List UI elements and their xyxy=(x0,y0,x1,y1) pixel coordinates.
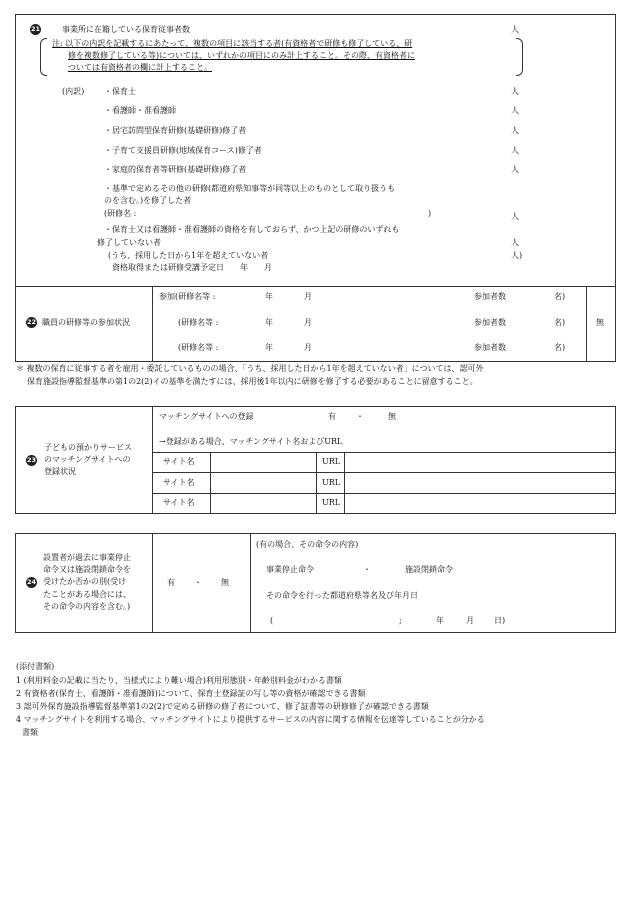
training-none-option[interactable]: 無 xyxy=(596,318,604,327)
attachments-title: (添付書類) xyxy=(16,662,55,671)
other-training-line-2: のを含む。)を修了した者 xyxy=(104,196,192,205)
unqualified-line-2: 修了していない者 xyxy=(97,238,161,247)
attachment-item-continued: 書類 xyxy=(22,728,38,737)
section-23-number: 23 xyxy=(26,456,37,464)
order-date-semicolon[interactable]: ; xyxy=(399,616,402,625)
order-date-open: ( xyxy=(270,616,274,625)
site-url-label: URL xyxy=(322,498,341,507)
footnote-line-1: ＊ 複数の保育に従事する者を雇用・委託しているものの場合、「うち、採用した日から1年を超えていない者」については、認可外 xyxy=(16,364,484,373)
other-training-line-1: ・基準で定めるその他の研修(都道府県知事等が同等以上のものとして取り扱うも xyxy=(104,184,396,193)
unqualified-unit[interactable]: 人 xyxy=(511,238,519,247)
section-23-label-line-1: 子どもの預かりサービス xyxy=(44,443,132,452)
section-22-label-divider xyxy=(152,286,153,362)
breakdown-item-unit[interactable]: 人 xyxy=(511,146,519,155)
order-date-day[interactable]: 日) xyxy=(494,616,506,625)
order-detail-heading: (有の場合、その命令の内容) xyxy=(256,540,359,549)
training-row-unit: 名) xyxy=(554,292,566,301)
training-row-year[interactable]: 年 xyxy=(265,343,273,352)
training-row-name[interactable]: (研修名等 : xyxy=(178,343,219,352)
section-23-row-line xyxy=(152,493,616,494)
attachment-item: 1 (利用料金の記載に当たり、当様式により難い場合)利用形態別・年齢別料金がわかる書類 xyxy=(16,676,342,685)
note-line-1: 注: 以下の内訳を記載するにあたって、複数の項目に該当する者(有資格者で研修も修了している、研 xyxy=(52,39,413,48)
training-row-count[interactable]: 参加者数 xyxy=(474,292,506,301)
attachment-item: 3 認可外保育施設指導監督基準第1の2(2)で定める研修の修了者について、修了証書等の研修修了が確認できる書類 xyxy=(16,702,429,711)
training-row-unit: 名) xyxy=(554,318,566,327)
attachment-item: 4 マッチングサイトを利用する場合、マッチングサイトにより提供するサービスの内容に関する情報を伝達等していることが分かる xyxy=(16,715,485,724)
section-23-row-line xyxy=(152,472,616,473)
order-closure-option[interactable]: 施設閉鎖命令 xyxy=(405,565,453,574)
section-23-label-line-3: 登録状況 xyxy=(44,467,76,476)
section-23-label-line-2: のマッチングサイトへの xyxy=(44,455,131,464)
matching-reg-no[interactable]: 無 xyxy=(388,412,396,421)
section-24-label-line-1: 設置者が過去に事業停止 xyxy=(43,553,131,562)
section-24-number: 24 xyxy=(26,578,37,586)
training-row-year[interactable]: 年 xyxy=(265,292,273,301)
unqualified-sub-line-2[interactable]: 資格取得または研修受講予定日 年 月 xyxy=(112,263,272,272)
matching-arrow-text: →登録がある場合、マッチングサイト名およびURL xyxy=(159,437,343,446)
training-row-month[interactable]: 月 xyxy=(304,318,312,327)
training-row-year[interactable]: 年 xyxy=(265,318,273,327)
note-bracket-right xyxy=(516,38,523,76)
section-23-site-divider xyxy=(210,452,211,514)
section-22-number: 22 xyxy=(26,318,37,326)
unqualified-line-1: ・保育士又は看護師・准看護師の資格を有しておらず、かつ上記の研修のいずれも xyxy=(104,225,400,234)
breakdown-item-unit[interactable]: 人 xyxy=(511,126,519,135)
order-yes-option[interactable]: 有 xyxy=(167,578,175,587)
section-24-label-divider xyxy=(152,533,153,633)
matching-reg-dot: ・ xyxy=(356,412,364,421)
training-row-unit: 名) xyxy=(554,343,566,352)
training-row-month[interactable]: 月 xyxy=(304,343,312,352)
matching-reg-yes[interactable]: 有 xyxy=(328,412,336,421)
breakdown-item: ・家庭的保育者等研修(基礎研修)修了者 xyxy=(104,165,247,174)
breakdown-item-unit[interactable]: 人 xyxy=(511,106,519,115)
footnote-line-2: 保育施設指導監督基準の第1の2(2)イの基準を満たすには、採用後1年以内に研修を修了する必要があることに留意すること。 xyxy=(27,377,478,386)
breakdown-item: ・看護師・准看護師 xyxy=(104,106,176,115)
section-23-row-line xyxy=(152,452,616,453)
order-dot: ・ xyxy=(194,578,202,587)
section-24-label-line-2: 命令又は施設閉鎖命令を xyxy=(43,565,131,574)
other-training-name-field[interactable]: (研修名 : xyxy=(104,209,137,218)
section-24-label-line-4: たことがある場合には、 xyxy=(43,590,131,599)
training-row-name[interactable]: (研修名等 : xyxy=(178,318,219,327)
other-training-unit[interactable]: 人 xyxy=(511,212,519,221)
site-url-label: URL xyxy=(322,478,341,487)
site-name-label: サイト名 xyxy=(163,478,195,487)
site-name-label: サイト名 xyxy=(163,498,195,507)
order-option-dot: ・ xyxy=(363,565,371,574)
section-24-choice-divider xyxy=(250,533,251,633)
section-21-number: 21 xyxy=(30,25,41,33)
section-24-label-line-3: 受けたか否かの別(受け xyxy=(43,577,127,586)
site-name-label: サイト名 xyxy=(163,457,195,466)
training-row-count[interactable]: 参加者数 xyxy=(474,318,506,327)
order-suspension-option[interactable]: 事業停止命令 xyxy=(266,565,314,574)
matching-reg-label: マッチングサイトへの登録 xyxy=(159,412,254,421)
training-row-month[interactable]: 月 xyxy=(304,292,312,301)
section-21-unit[interactable]: 人 xyxy=(511,25,519,34)
section-22-label: 職員の研修等の参加状況 xyxy=(42,318,130,327)
note-bracket-left xyxy=(40,38,47,76)
unqualified-sub-line-1: (うち、採用した日から1年を超えていない者 xyxy=(108,251,269,260)
training-row-name[interactable]: 参加(研修名等 : xyxy=(159,292,216,301)
unqualified-sub-unit[interactable]: 人) xyxy=(511,251,523,260)
order-date-month[interactable]: 月 xyxy=(466,616,474,625)
breakdown-item-unit[interactable]: 人 xyxy=(511,165,519,174)
site-url-label: URL xyxy=(322,457,341,466)
breakdown-item: ・居宅訪問型保育研修(基礎研修)修了者 xyxy=(104,126,247,135)
section-22-none-divider xyxy=(586,286,587,362)
attachment-item: 2 有資格者(保育士、看護師・准看護師)について、保育士登録証の写し等の資格が確認できる書類 xyxy=(16,689,366,698)
order-no-option[interactable]: 無 xyxy=(221,578,229,587)
section-23-label-divider xyxy=(152,406,153,514)
section-23-url-label-left xyxy=(316,452,317,514)
breakdown-label: (内訳) xyxy=(62,87,85,96)
training-row-count[interactable]: 参加者数 xyxy=(474,343,506,352)
section-23-url-label-right xyxy=(344,452,345,514)
breakdown-item-unit[interactable]: 人 xyxy=(511,87,519,96)
section-22-top-border xyxy=(15,286,616,287)
breakdown-item: ・子育て支援員研修(地域保育コース)修了者 xyxy=(104,146,262,155)
other-training-close: ) xyxy=(428,209,432,218)
section-21-title: 事業所に在籍している保育従事者数 xyxy=(62,25,190,34)
note-line-2: 修を複数修了している等)については、いずれかの項目にのみ計上すること。その際、有資格者に xyxy=(68,51,415,60)
order-date-year[interactable]: 年 xyxy=(436,616,444,625)
note-line-3: ついては有資格者の欄に計上すること。 xyxy=(68,63,212,72)
order-issuer-label: その命令を行った都道府県等名及び年月日 xyxy=(266,591,418,600)
section-24-label-line-5: その命令の内容を含む。) xyxy=(43,602,131,611)
breakdown-item: ・保育士 xyxy=(104,87,136,96)
